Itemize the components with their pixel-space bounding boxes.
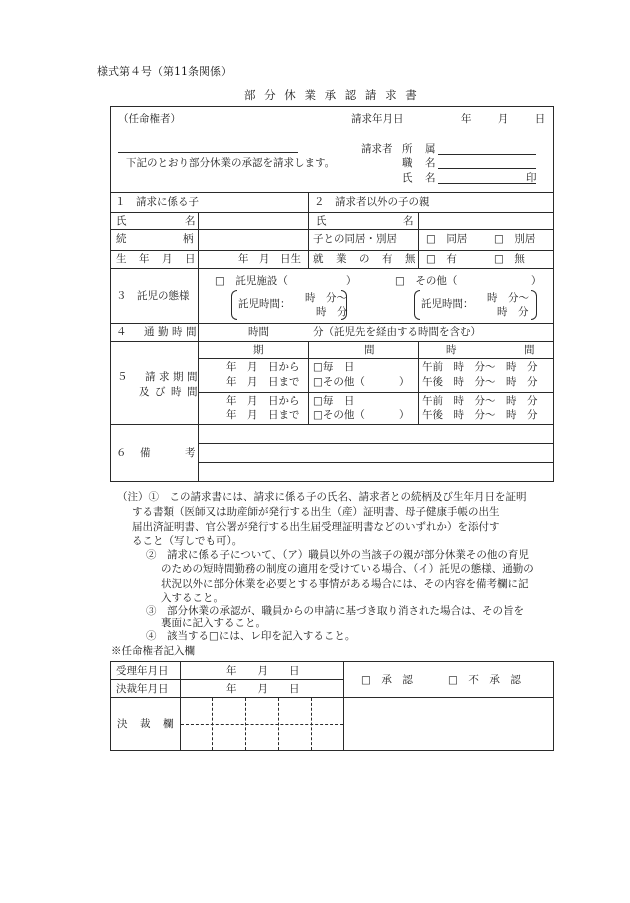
unemployed-checkbox: □ 無: [494, 253, 525, 265]
other-parent-heading: ２ 請求者以外の子の親: [314, 196, 430, 208]
approval-column-label: 決 裁 欄: [117, 718, 175, 730]
other-hours-close-bracket: [531, 290, 537, 320]
column-divider-middle: [308, 192, 309, 268]
facility-hours-from: 時 分～: [305, 292, 347, 304]
admin-column-divider: [180, 661, 181, 750]
commute-hours-unit: 時間: [248, 326, 269, 338]
form-title: 部 分 休 業 承 認 請 求 書: [244, 88, 420, 102]
admin-section-heading: ※任命権者記入欄: [111, 645, 195, 657]
commute-minutes-note: 分（託児先を経由する時間を含む）: [313, 326, 481, 338]
childcare-label: ３ 託児の態様: [116, 290, 190, 302]
remarks-line: [198, 462, 553, 463]
other-hours-from: 時 分～: [487, 292, 529, 304]
received-date-label: 受理年月日: [116, 665, 169, 677]
other-hours-open-bracket: [414, 290, 420, 320]
remarks-number: ６: [116, 447, 127, 459]
period-label-line2: 及び時間: [139, 386, 203, 398]
row-divider: [110, 424, 553, 425]
note-line: 入すること。: [161, 592, 224, 604]
note-line: のための短時間勤務の制度の適用を受けている場合、（イ）託児の態様、通勤の: [161, 563, 534, 575]
remarks-line: [198, 443, 553, 444]
row-divider: [110, 212, 553, 213]
childcare-facility-checkbox: □ 託児施設（: [215, 275, 288, 287]
facility-hours-to: 時 分: [316, 306, 348, 318]
child-section-heading: １ 請求に係る子: [115, 196, 199, 208]
decision-date-fields: 年 月 日: [226, 683, 300, 695]
position-label: 職 名: [402, 157, 437, 169]
received-date-fields: 年 月 日: [226, 665, 300, 677]
period-date-from: 年 月 日から: [226, 361, 300, 373]
row-divider: [110, 250, 553, 251]
period-other-checkbox: □その他（: [313, 376, 365, 388]
employment-label: 就 業 の 有 無: [313, 253, 417, 265]
note-line: ④ 該当する□には、レ印を記入すること。: [146, 630, 356, 642]
commute-label: ４ 通勤時間: [116, 326, 200, 338]
request-date-fields: 年 月 日: [461, 113, 548, 125]
row-divider: [110, 268, 553, 269]
period-header-kan: 間: [364, 344, 375, 356]
birthdate-label: 生 年 月 日: [116, 253, 197, 265]
requester-name-label: 氏 名: [402, 172, 437, 184]
note-line: ること（写しでも可）。: [132, 535, 243, 547]
form-number: 様式第４号（第11条関係）: [97, 65, 232, 78]
period-label-line1: ５ 請求期間: [117, 371, 201, 383]
decision-date-label: 決裁年月日: [116, 683, 169, 695]
affiliation-label: 所 属: [402, 143, 437, 155]
admin-row-divider: [110, 679, 343, 680]
period-pm-time: 午後 時 分～ 時 分: [422, 409, 538, 421]
signature-underline-authority: [118, 152, 298, 153]
reject-checkbox: □ 不 承 認: [448, 674, 521, 686]
column-divider-time: [418, 341, 419, 424]
other-parent-name-label: 氏 名: [316, 215, 447, 227]
period-header-ki: 期: [253, 344, 264, 356]
admin-row-divider: [110, 697, 553, 698]
approval-stamp-midline: [181, 724, 343, 725]
period-date-from: 年 月 日から: [226, 395, 300, 407]
cohabit-checkbox: □ 同居: [426, 233, 468, 245]
time-header-ji: 時: [446, 344, 457, 356]
child-name-label: 氏 名: [116, 215, 220, 227]
position-underline: [438, 168, 536, 169]
period-daily-checkbox: □毎 日: [313, 361, 355, 373]
separate-checkbox: □ 別居: [494, 233, 536, 245]
seal-mark: 印: [526, 172, 537, 184]
note-line: （注）① この請求書には、請求に係る子の氏名、請求者との続柄及び生年月日を証明: [117, 491, 527, 503]
row-divider: [110, 229, 553, 230]
row-divider: [110, 341, 553, 342]
remarks-label: 備 考: [140, 447, 208, 459]
period-daily-checkbox: □毎 日: [313, 395, 355, 407]
column-divider-label: [198, 212, 199, 482]
note-line: ③ 部分休業の承認が、職員からの申請に基づき取り消された場合は、その旨を: [146, 605, 524, 617]
period-date-to: 年 月 日まで: [226, 409, 300, 421]
time-header-kan: 間: [524, 344, 535, 356]
note-line: 裏面に記入すること。: [161, 617, 266, 629]
facility-hours-open-bracket: [231, 290, 237, 320]
period-other-close-paren: ）: [399, 409, 410, 421]
cohabitation-label: 子との同居・別居: [313, 233, 397, 245]
request-statement: 下記のとおり部分休業の承認を請求します。: [126, 157, 336, 169]
appointing-authority: （任命権者）: [118, 113, 181, 125]
period-pm-time: 午後 時 分～ 時 分: [422, 376, 538, 388]
affiliation-underline: [438, 154, 536, 155]
period-other-close-paren: ）: [399, 376, 410, 388]
admin-column-divider: [343, 661, 344, 750]
other-hours-label: 託児時間：: [421, 298, 474, 310]
name-underline: [438, 183, 536, 184]
note-line: ② 請求に係る子について、（ア）職員以外の当該子の親が部分休業その他の育児: [146, 549, 529, 561]
period-subrow-divider: [198, 358, 553, 359]
facility-hours-label: 託児時間：: [238, 298, 291, 310]
childcare-other-close-paren: ）: [531, 275, 542, 287]
birthdate-fields: 年 月 日生: [238, 253, 301, 265]
period-am-time: 午前 時 分～ 時 分: [422, 361, 538, 373]
childcare-other-checkbox: □ その他（: [395, 275, 458, 287]
row-divider: [110, 192, 553, 193]
period-date-to: 年 月 日まで: [226, 376, 300, 388]
note-line: 届出済証明書、官公署が発行する出生届受理証明書などのいずれか）を添付す: [132, 521, 500, 533]
row-divider: [110, 323, 553, 324]
note-line: する書類（医師又は助産師が発行する出生（産）証明書、母子健康手帳の出生: [132, 506, 500, 518]
requester-label: 請求者: [361, 143, 393, 155]
column-divider-period: [308, 341, 309, 424]
other-hours-to: 時 分: [497, 306, 529, 318]
childcare-facility-close-paren: ）: [346, 275, 357, 287]
period-am-time: 午前 時 分～ 時 分: [422, 395, 538, 407]
period-subrow-divider: [198, 392, 553, 393]
approve-checkbox: □ 承 認: [361, 674, 413, 686]
employed-checkbox: □ 有: [426, 253, 457, 265]
relationship-label: 続 柄: [116, 233, 217, 245]
note-line: 状況以外に部分休業を必要とする事情がある場合には、その内容を備考欄に記: [161, 578, 529, 590]
period-other-checkbox: □その他（: [313, 409, 365, 421]
request-date-label: 請求年月日: [351, 113, 404, 125]
